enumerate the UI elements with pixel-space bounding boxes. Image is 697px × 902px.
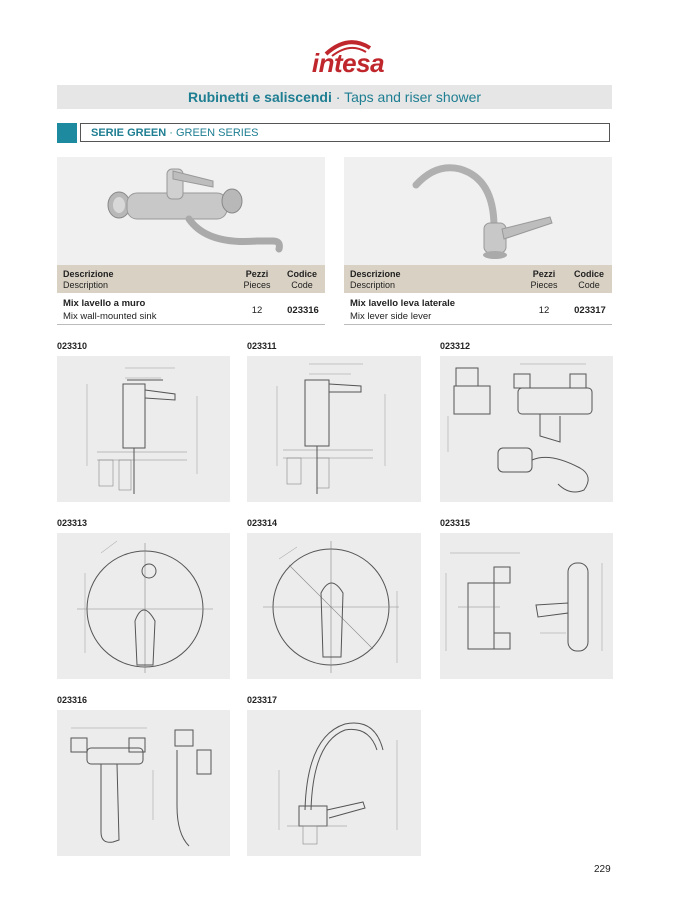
product-code: 023317 — [574, 305, 606, 316]
series-label-english: GREEN SERIES — [175, 127, 259, 139]
title-english: Taps and riser shower — [344, 89, 482, 105]
side-lever-sink-drawing-icon — [247, 710, 421, 856]
technical-drawing-023311 — [247, 356, 421, 502]
drawing-code-label: 023313 — [57, 518, 88, 528]
title-italian: Rubinetti e saliscendi — [187, 89, 332, 105]
drawing-code-label: 023316 — [57, 695, 88, 705]
product-name-en: Mix lever side lever — [350, 311, 432, 322]
technical-drawing-023315 — [440, 533, 613, 679]
table-row — [57, 294, 325, 325]
basin-mixer-drawing-icon — [57, 356, 230, 502]
col-code-en: Code — [578, 280, 600, 290]
technical-drawing-023317 — [247, 710, 421, 856]
brand-logo: intesa — [311, 48, 385, 78]
col-code-en: Code — [291, 280, 313, 290]
concealed-shower-drawing-icon — [247, 533, 421, 679]
page-number: 229 — [594, 864, 611, 875]
product-pieces: 12 — [538, 305, 550, 316]
col-code-it: Codice — [286, 269, 317, 279]
bidet-mixer-drawing-icon — [247, 356, 421, 502]
shower-mixer-drawing-icon — [440, 533, 613, 679]
technical-drawing-023316 — [57, 710, 230, 856]
wall-sink-mixer-drawing-icon — [57, 710, 230, 856]
page-title — [57, 85, 612, 109]
drawing-code-label: 023317 — [247, 695, 278, 705]
series-accent-square — [57, 123, 77, 143]
side-lever-sink-icon — [344, 157, 612, 265]
col-code-it: Codice — [573, 269, 604, 279]
series-label-italian: SERIE GREEN — [91, 127, 167, 139]
col-pieces-en: Pieces — [243, 280, 271, 290]
bath-mixer-drawing-icon — [440, 356, 613, 502]
col-pieces-it: Pezzi — [532, 269, 556, 279]
drawing-code-label: 023310 — [57, 341, 88, 351]
wall-sink-mixer-icon — [57, 157, 325, 265]
drawing-code-label: 023311 — [247, 341, 277, 351]
table-row — [344, 294, 612, 325]
product-photo-wall-sink-mixer — [57, 157, 325, 265]
col-description-it: Descrizione — [63, 269, 114, 279]
product-name-en: Mix wall-mounted sink — [63, 311, 157, 322]
technical-drawing-023313 — [57, 533, 230, 679]
product-table-header — [57, 265, 325, 293]
product-table-header — [344, 265, 612, 293]
drawing-code-label: 023315 — [440, 518, 471, 528]
col-pieces-en: Pieces — [530, 280, 558, 290]
technical-drawing-023314 — [247, 533, 421, 679]
series-separator: · — [166, 127, 176, 139]
col-description-en: Description — [350, 280, 396, 290]
product-pieces: 12 — [251, 305, 263, 316]
technical-drawing-023312 — [440, 356, 613, 502]
technical-drawing-023310 — [57, 356, 230, 502]
col-pieces-it: Pezzi — [245, 269, 269, 279]
product-code: 023316 — [287, 305, 319, 316]
product-photo-side-lever-mixer — [344, 157, 612, 265]
col-description-en: Description — [63, 280, 109, 290]
concealed-diverter-drawing-icon — [57, 533, 230, 679]
drawing-code-label: 023314 — [247, 518, 278, 528]
product-name-it: Mix lavello leva laterale — [350, 298, 456, 309]
drawing-code-label: 023312 — [440, 341, 471, 351]
series-header — [80, 123, 610, 142]
title-separator: · — [331, 89, 345, 105]
col-description-it: Descrizione — [350, 269, 401, 279]
product-name-it: Mix lavello a muro — [63, 298, 146, 309]
